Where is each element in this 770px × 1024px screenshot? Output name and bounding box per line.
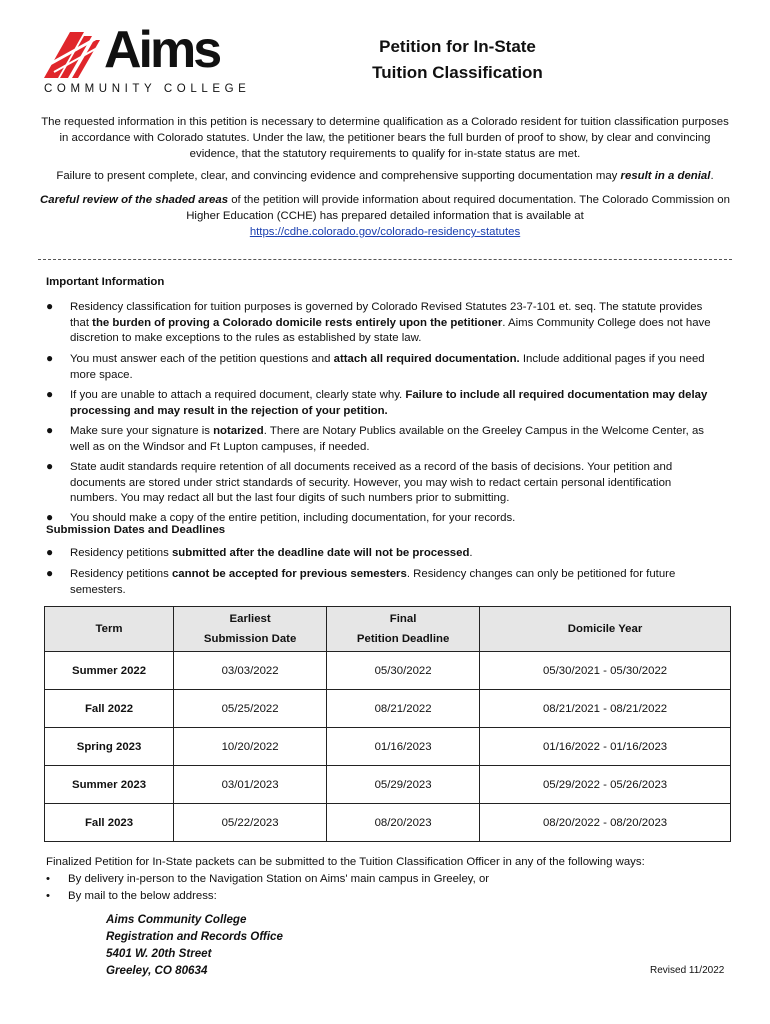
cell-term: Fall 2022 — [45, 690, 174, 728]
cell-domicile: 01/16/2022 - 01/16/2023 — [480, 728, 731, 766]
header-final-line-1: Final — [389, 613, 417, 625]
list-item — [46, 888, 726, 905]
cell-term: Summer 2022 — [45, 652, 174, 690]
item-text: Include additional pages if you need more space. — [70, 353, 705, 381]
item-text: . Residency changes can only be petitioned for future semesters. — [70, 568, 676, 596]
table-row — [45, 804, 731, 842]
cell-domicile: 08/21/2021 - 08/21/2022 — [480, 690, 731, 728]
cell-earliest: 05/25/2022 — [174, 690, 327, 728]
submission-methods-intro: Finalized Petition for In-State packets can be submitted to the Tuition Classification Officer in any of the following ways: — [46, 856, 645, 868]
item-emphasis: Failure to include all required documentation may delay processing and may result in the rejection of your petition. — [70, 389, 708, 417]
item-text: Residency petitions — [70, 547, 172, 559]
important-info-heading: Important Information — [46, 276, 165, 288]
intro-3-emphasis: Careful review of the shaded areas — [40, 194, 229, 206]
bullet-icon: ● — [46, 545, 54, 559]
cell-final: 08/20/2023 — [327, 804, 480, 842]
address-line-4: Greeley, CO 80634 — [106, 964, 208, 977]
title-line-2: Tuition Classification — [372, 63, 543, 82]
section-divider — [38, 259, 732, 260]
bullet-icon: ● — [46, 566, 54, 580]
cell-domicile: 08/20/2022 - 08/20/2023 — [480, 804, 731, 842]
mailing-address — [106, 911, 283, 979]
address-line-3: 5401 W. 20th Street — [106, 947, 212, 960]
item-text: . Aims Community College does not have discretion to make exceptions to the rules as established by state law. — [70, 316, 711, 345]
intro-2-emphasis: result in a denial — [620, 170, 711, 182]
item-text: By mail to the below address: — [68, 890, 217, 902]
cell-final: 08/21/2022 — [327, 690, 480, 728]
table-row — [45, 728, 731, 766]
bullet-icon: ● — [46, 299, 54, 313]
cell-domicile: 05/30/2021 - 05/30/2022 — [480, 652, 731, 690]
bullet-icon: • — [46, 873, 50, 885]
header-final — [327, 607, 480, 652]
header-domicile: Domicile Year — [480, 607, 731, 652]
list-item — [46, 871, 726, 888]
item-emphasis: notarized — [213, 425, 264, 437]
logo-swoosh-icon — [40, 28, 110, 80]
intro-paragraph-2 — [40, 168, 730, 184]
header-term: Term — [45, 607, 174, 652]
cell-earliest: 03/03/2022 — [174, 652, 327, 690]
intro-paragraph-1: The requested information in this petition is necessary to determine qualification as a Colorado resident for tuition classification purposes in accordance with Colorado statutes. Under the law, the petitioner bears the full burden of proof to show, by clear and convincing evidence, that the statutory requirements to qualify for in-state status are met. — [41, 116, 729, 160]
item-emphasis: the burden of proving a Colorado domicile rests entirely upon the petitioner — [92, 316, 503, 329]
item-emphasis: cannot be accepted for previous semesters — [171, 568, 407, 580]
bullet-icon: ● — [46, 351, 54, 365]
item-text: Residency petitions — [70, 568, 172, 580]
cell-earliest: 03/01/2023 — [174, 766, 327, 804]
intro-2-text: Failure to present complete, clear, and convincing evidence and comprehensive supporting documentation may — [56, 170, 621, 182]
item-emphasis: attach all required documentation. — [333, 353, 520, 365]
cell-earliest: 10/20/2022 — [174, 728, 327, 766]
table-row — [45, 652, 731, 690]
logo-subtitle: COMMUNITY COLLEGE — [44, 83, 251, 95]
table-header-row — [45, 607, 731, 652]
bullet-icon: ● — [46, 387, 54, 401]
header-final-line-2: Petition Deadline — [356, 633, 450, 645]
item-text: You should make a copy of the entire petition, including documentation, for your records. — [70, 512, 516, 524]
intro-paragraph-3 — [40, 192, 730, 240]
title-line-1: Petition for In-State — [379, 37, 536, 56]
revision-date: Revised 11/2022 — [650, 965, 725, 976]
cell-term: Fall 2023 — [45, 804, 174, 842]
intro-2-end: . — [710, 170, 714, 182]
item-text: Make sure your signature is — [70, 425, 214, 437]
item-text: By delivery in-person to the Navigation Station on Aims' main campus in Greeley, or — [68, 873, 490, 885]
item-text: State audit standards require retention of all documents received as a record of the basis of decisions. Your petition and documents are stored under strict standards of security. However, you may wish to redact certain personal identification numbers. You may redact all but the last four digits of such numbers prior to submitting. — [70, 461, 673, 505]
header-earliest-line-1: Earliest — [229, 613, 271, 625]
cell-final: 05/29/2023 — [327, 766, 480, 804]
item-text: If you are unable to attach a required document, clearly state why. — [70, 389, 406, 401]
bullet-icon: ● — [46, 459, 54, 473]
deadlines-table — [44, 606, 731, 842]
cell-term: Spring 2023 — [45, 728, 174, 766]
page-title — [350, 34, 565, 86]
submission-heading: Submission Dates and Deadlines — [46, 524, 226, 536]
cell-earliest: 05/22/2023 — [174, 804, 327, 842]
item-text: You must answer each of the petition questions and — [70, 353, 334, 365]
cell-final: 01/16/2023 — [327, 728, 480, 766]
address-line-2: Registration and Records Office — [106, 930, 283, 943]
bullet-icon: • — [46, 890, 50, 902]
item-text: . There are Notary Publics available on the Greeley Campus in the Welcome Center, as well as on the Windsor and Ft Lupton campuses, if needed. — [70, 425, 704, 453]
cell-domicile: 05/29/2022 - 05/26/2023 — [480, 766, 731, 804]
cdhe-residency-link[interactable]: https://cdhe.colorado.gov/colorado-residency-statutes — [249, 226, 521, 238]
bullet-icon: ● — [46, 423, 54, 437]
item-text: Residency classification for tuition purposes is governed by Colorado Revised Statutes 23-7-101 et. seq. The statute provides that — [70, 301, 703, 329]
cell-final: 05/30/2022 — [327, 652, 480, 690]
logo-wordmark: Aims — [104, 21, 220, 79]
submission-methods — [46, 854, 726, 905]
header-earliest — [174, 607, 327, 652]
bullet-icon: ● — [46, 510, 54, 524]
item-text: . — [469, 547, 473, 559]
table-row — [45, 690, 731, 728]
header-earliest-line-2: Submission Date — [203, 633, 297, 645]
table-row — [45, 766, 731, 804]
intro-3-text: of the petition will provide information about required documentation. The Colorado Commission on Higher Education (CCHE) has prepared detailed information that is available at — [186, 194, 730, 222]
aims-logo — [40, 21, 255, 98]
item-emphasis: submitted after the deadline date will not be processed — [171, 547, 470, 559]
address-line-1: Aims Community College — [106, 913, 247, 926]
cell-term: Summer 2023 — [45, 766, 174, 804]
